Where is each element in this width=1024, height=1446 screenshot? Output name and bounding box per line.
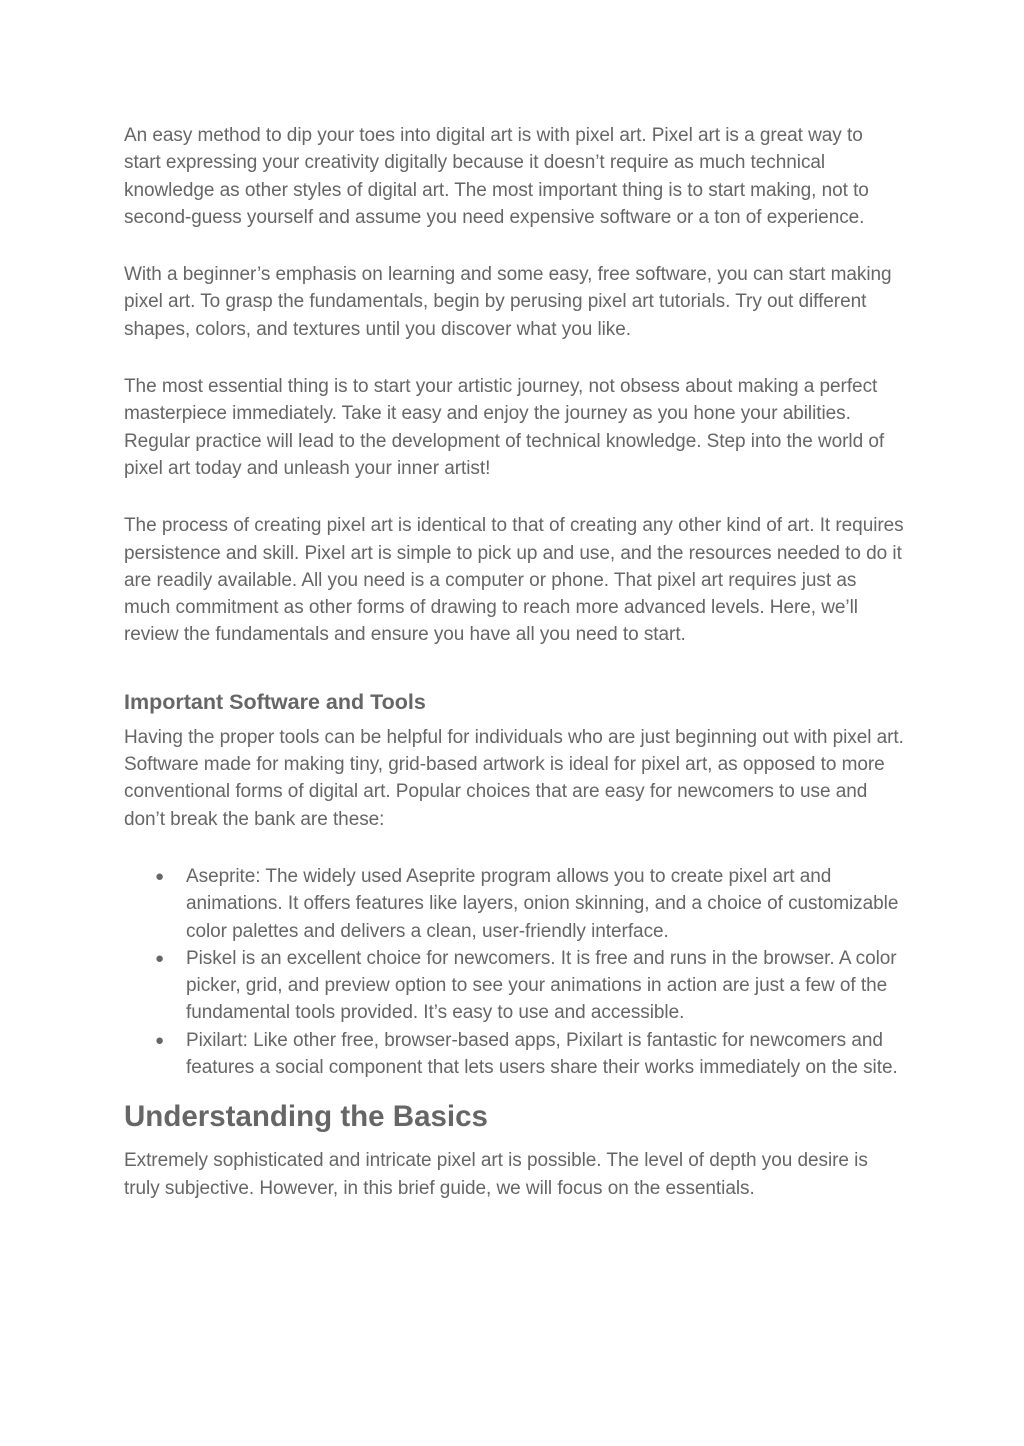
paragraph-tools-intro: Having the proper tools can be helpful for individuals who are just beginning out with pixel art. Software made for making tiny, grid-based artwork is ideal for pixel art, as opposed to more conventional forms of digital art. Popular choices that are easy for newcomers to use and don’t break the bank are these: — [124, 726, 904, 830]
list-item-text: Pixilart: Like other free, browser-based apps, Pixilart is fantastic for newcomers and features a social component that lets users share their works immediately on the site. — [186, 1029, 898, 1079]
bullet-icon: ● — [155, 1031, 165, 1049]
list-item — [124, 945, 904, 1027]
list-item-text: Aseprite: The widely used Aseprite program allows you to create pixel art and animations. It offers features like layers, onion skinning, and a choice of customizable color palettes and delivers a clean, user-friendly interface. — [186, 865, 899, 942]
paragraph-journey: The most essential thing is to start your artistic journey, not obsess about making a perfect masterpiece immediately. Take it easy and enjoy the journey as you hone your abilities. Regular practice will lead to the development of technical knowledge. Step into the world of pixel art today and unleash your inner artist! — [124, 376, 885, 479]
paragraph-beginner: With a beginner’s emphasis on learning and some easy, free software, you can start making pixel art. To grasp the fundamentals, begin by perusing pixel art tutorials. Try out different shapes, colors, and textures until you discover what you like. — [124, 264, 892, 340]
list-item-text: Piskel is an excellent choice for newcomers. It is free and runs in the browser. A color picker, grid, and preview option to see your animations in action are just a few of the fundamental tools provided. It’s easy to use and accessible. — [186, 947, 897, 1024]
bullet-icon: ● — [155, 949, 165, 967]
list-item — [124, 1027, 904, 1082]
tools-list — [124, 863, 904, 1081]
paragraph-intro: An easy method to dip your toes into digital art is with pixel art. Pixel art is a great way to start expressing your creativity digitally because it doesn’t require as much technical knowledge as other styles of digital art. The most important thing is to start making, not to second-guess yourself and assume you need expensive software or a ton of experience. — [124, 125, 869, 228]
heading-understanding-basics: Understanding the Basics — [124, 1100, 488, 1134]
paragraph-basics: Extremely sophisticated and intricate pixel art is possible. The level of depth you desire is truly subjective. However, in this brief guide, we will focus on the essentials. — [124, 1150, 868, 1199]
bullet-icon: ● — [155, 867, 165, 885]
document-page — [124, 122, 904, 1202]
paragraph-process: The process of creating pixel art is identical to that of creating any other kind of art. It requires persistence and skill. Pixel art is simple to pick up and use, and the resources needed to do it are readily available. All you need is a computer or phone. That pixel art requires just as much commitment as other forms of drawing to reach more advanced levels. Here, we’ll review the fundamentals and ensure you have all you need to start. — [124, 515, 904, 646]
heading-software-tools: Important Software and Tools — [124, 689, 426, 714]
list-item — [124, 863, 904, 945]
